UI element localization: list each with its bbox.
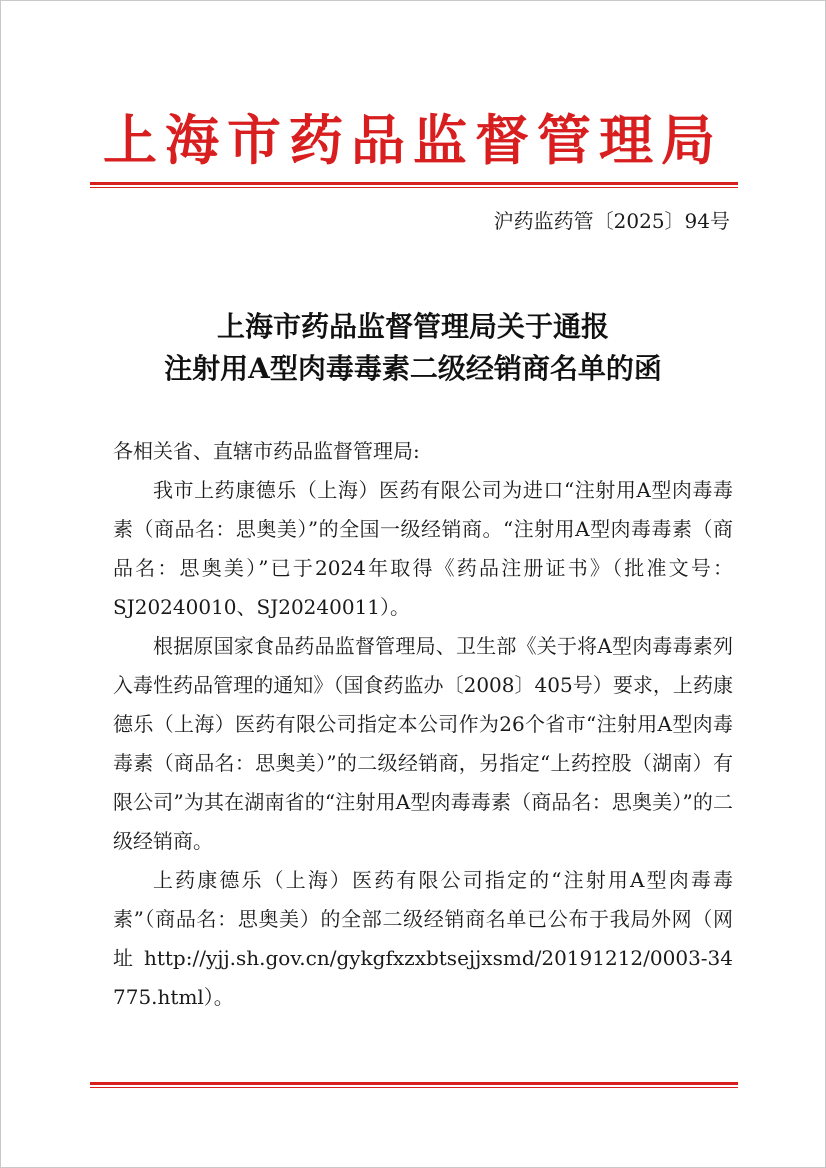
document-title-line-2: 注射用A型肉毒毒素二级经销商名单的函 (164, 352, 662, 385)
document-body (113, 432, 733, 1017)
issuer-masthead: 上海市药品监督管理局 (103, 108, 723, 172)
top-red-divider (90, 182, 738, 188)
top-red-divider-thin (90, 187, 738, 188)
bottom-red-divider (90, 1082, 738, 1088)
body-paragraph-3: 上药康德乐（上海）医药有限公司指定的“注射用A型肉毒毒素”（商品名：思奥美）的全部二级经销商名单已公布于我局外网（网址 http://yjj.sh.gov.cn/gykgfxzxbtsejjxsmd/20191212/0003-34775.html）。 (113, 868, 733, 1009)
body-paragraph-2: 根据原国家食品药品监督管理局、卫生部《关于将A型肉毒毒素列入毒性药品管理的通知》（国食药监办〔2008〕405号）要求，上药康德乐（上海）医药有限公司指定本公司作为26个省市“注射用A型肉毒毒素（商品名：思奥美）”的二级经销商，另指定“上药控股（湖南）有限公司”为其在湖南省的“注射用A型肉毒毒素（商品名：思奥美）”的二级经销商。 (113, 634, 733, 853)
body-paragraph-1: 我市上药康德乐（上海）医药有限公司为进口“注射用A型肉毒毒素（商品名：思奥美）”的全国一级经销商。“注射用A型肉毒毒素（商品名：思奥美）”已于2024年取得《药品注册证书》（批准文号：SJ20240010、SJ20240011）。 (113, 478, 733, 619)
salutation: 各相关省、直辖市药品监督管理局: (113, 439, 420, 463)
bottom-red-divider-thick (90, 1082, 738, 1085)
bottom-red-divider-thin (90, 1087, 738, 1088)
document-title (0, 306, 826, 390)
document-number: 沪药监药管〔2025〕94号 (493, 209, 730, 233)
document-title-line-1: 上海市药品监督管理局关于通报 (216, 310, 609, 343)
top-red-divider-thick (90, 182, 738, 185)
